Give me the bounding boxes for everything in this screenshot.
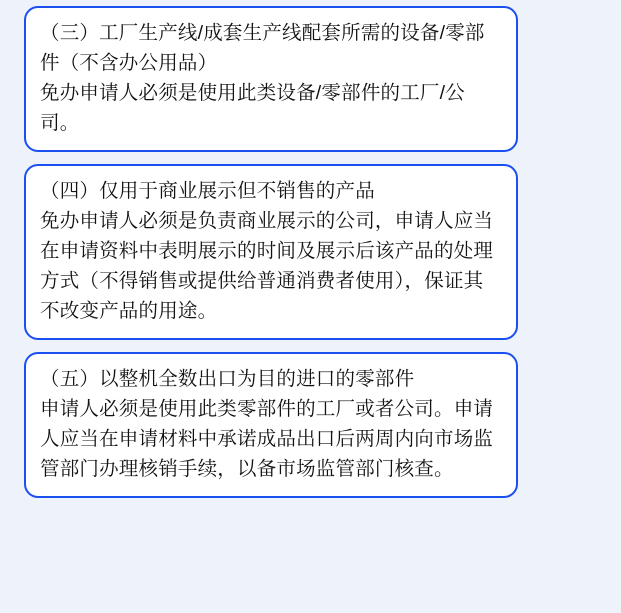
card-4-line-1: （四）仅用于商业展示但不销售的产品 — [40, 180, 375, 202]
card-item-3 — [24, 6, 518, 152]
card-5-line-2: 申请人必须是使用此类零部件的工厂或者公司。申请人应当在申请材料中承诺成品出口后两周内向市场监管部门办理核销手续，以备市场监管部门核查。 — [40, 398, 494, 480]
card-3-line-1: （三）工厂生产线/成套生产线配套所需的设备/零部件（不含办公用品） — [40, 22, 485, 74]
card-list — [24, 6, 518, 498]
card-4-line-2: 免办申请人必须是负责商业展示的公司，申请人应当在申请资料中表明展示的时间及展示后该产品的处理方式（不得销售或提供给普通消费者使用），保证其不改变产品的用途。 — [40, 210, 494, 322]
left-margin — [0, 0, 24, 613]
right-margin — [518, 0, 621, 613]
card-item-4 — [24, 164, 518, 340]
card-item-5 — [24, 352, 518, 498]
card-3-line-2: 免办申请人必须是使用此类设备/零部件的工厂/公司。 — [40, 82, 465, 134]
card-5-line-1: （五）以整机全数出口为目的进口的零部件 — [40, 368, 415, 390]
